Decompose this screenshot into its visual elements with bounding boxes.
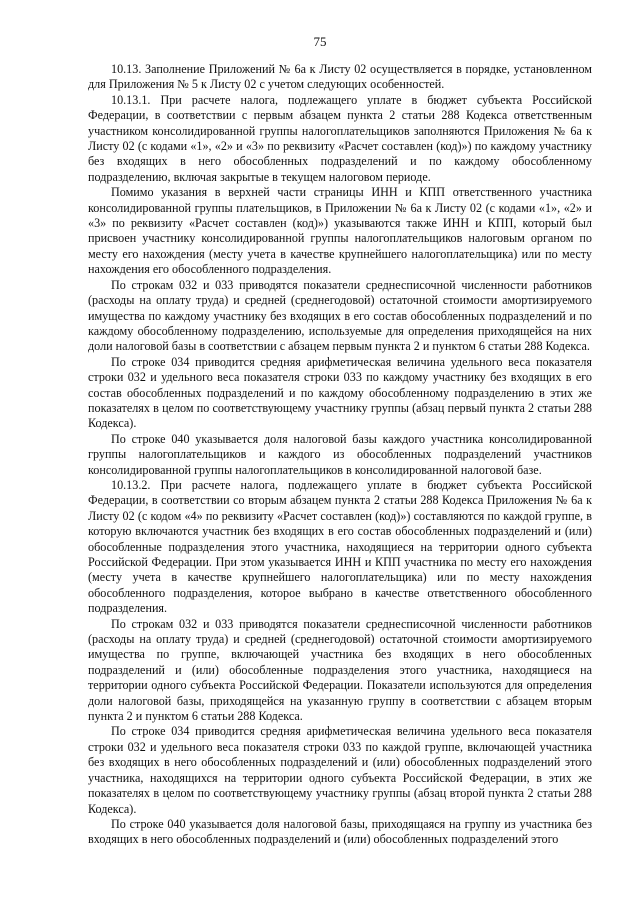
- paragraph-lines-032-033-second: По строкам 032 и 033 приводятся показатели среднесписочной численности работников (расходы на оплату труда) и средней (среднегодовой) остаточной стоимости амортизируемого имущества по группе, включающей участника без входящих в него обособленных подразделений и (или) обособленные подразделения этого участника, находящиеся на территории одного субъекта Российской Федерации. Показатели используются для определения доли налоговой базы, приходящейся на указанную группу в соответствии с абзацем вторым пункта 2 и пунктом 6 статьи 288 Кодекса.: [88, 616, 592, 724]
- paragraph-lines-032-033-first: По строкам 032 и 033 приводятся показатели среднесписочной численности работников (расходы на оплату труда) и средней (среднегодовой) остаточной стоимости амортизируемого имущества по каждому участнику без входящих в его состав обособленных подразделений и по каждому обособленному подразделению, используемые для определения приходящейся на них доли налоговой базы в соответствии с абзацем первым пункта 2 и пунктом 6 статьи 288 Кодекса.: [88, 277, 592, 354]
- paragraph-line-034-second: По строке 034 приводится средняя арифметическая величина удельного веса показателя строки 032 и удельного веса показателя строки 033 по каждой группе, включающей участника без входящих в него обособленных подразделений и (или) обособленных подразделений этого участника, находящихся на территории одного субъекта Российской Федерации, в этих же показателях в целом по соответствующему участнику группы (абзац второй пункта 2 статьи 288 Кодекса).: [88, 724, 592, 816]
- paragraph-line-040-first: По строке 040 указывается доля налоговой базы каждого участника консолидированной группы налогоплательщиков и каждого из обособленных подразделений участников консолидированной группы налогоплательщиков в консолидированной налоговой базе.: [88, 431, 592, 477]
- paragraph-10-13-1: 10.13.1. При расчете налога, подлежащего уплате в бюджет субъекта Российской Федерации, в соответствии с первым абзацем пункта 2 статьи 288 Кодекса ответственным участником консолидированной группы налогоплательщиков заполняются Приложения № 6а к Листу 02 (с кодами «1», «2» и «3» по реквизиту «Расчет составлен (код)») по каждому участнику без входящих в него обособленных подразделений и по каждому обособленному подразделению, включая закрытые в текущем налоговом периоде.: [88, 92, 592, 184]
- paragraph-line-034-first: По строке 034 приводится средняя арифметическая величина удельного веса показателя строки 032 и удельного веса показателя строки 033 по каждому участнику без входящих в его состав обособленных подразделений и по каждому обособленному подразделению в этих же показателях в целом по соответствующему участнику группы (абзац первый пункта 2 статьи 288 Кодекса).: [88, 354, 592, 431]
- paragraph-10-13: 10.13. Заполнение Приложений № 6а к Листу 02 осуществляется в порядке, установленном для Приложения № 5 к Листу 02 с учетом следующих особенностей.: [88, 62, 592, 92]
- paragraph-inn-kpp-indication: Помимо указания в верхней части страницы ИНН и КПП ответственного участника консолидированной группы плательщиков, в Приложении № 6а к Листу 02 (с кодами «1», «2» и «3» по реквизиту «Расчет составлен (код)») указываются также ИНН и КПП, который был присвоен участнику консолидированной группы налогоплательщиков налоговым органом по месту его нахождения (месту учета в качестве крупнейшего налогоплательщика) или по месту нахождения его обособленного подразделения.: [88, 185, 592, 277]
- paragraph-line-040-second: По строке 040 указывается доля налоговой базы, приходящаяся на группу из участника без входящих в него обособленных подразделений и (или) обособленных подразделений этого: [88, 816, 592, 847]
- document-text-body: [88, 62, 592, 848]
- paragraph-10-13-2: 10.13.2. При расчете налога, подлежащего уплате в бюджет субъекта Российской Федерации, в соответствии со вторым абзацем пункта 2 статьи 288 Кодекса Приложения № 6а к Листу 02 (с кодом «4» по реквизиту «Расчет составлен (код)») составляются по каждой группе, в которую включаются участник без входящих в его состав обособленных подразделений и (или) обособленные подразделения этого участника, находящиеся на территории одного субъекта Российской Федерации. При этом указывается ИНН и КПП участника по месту его нахождения (месту учета в качестве крупнейшего налогоплательщика) или по месту нахождения обособленного подразделения, которое выбрано в качестве ответственного обособленного подразделения.: [88, 477, 592, 616]
- page-number: 75: [313, 34, 327, 49]
